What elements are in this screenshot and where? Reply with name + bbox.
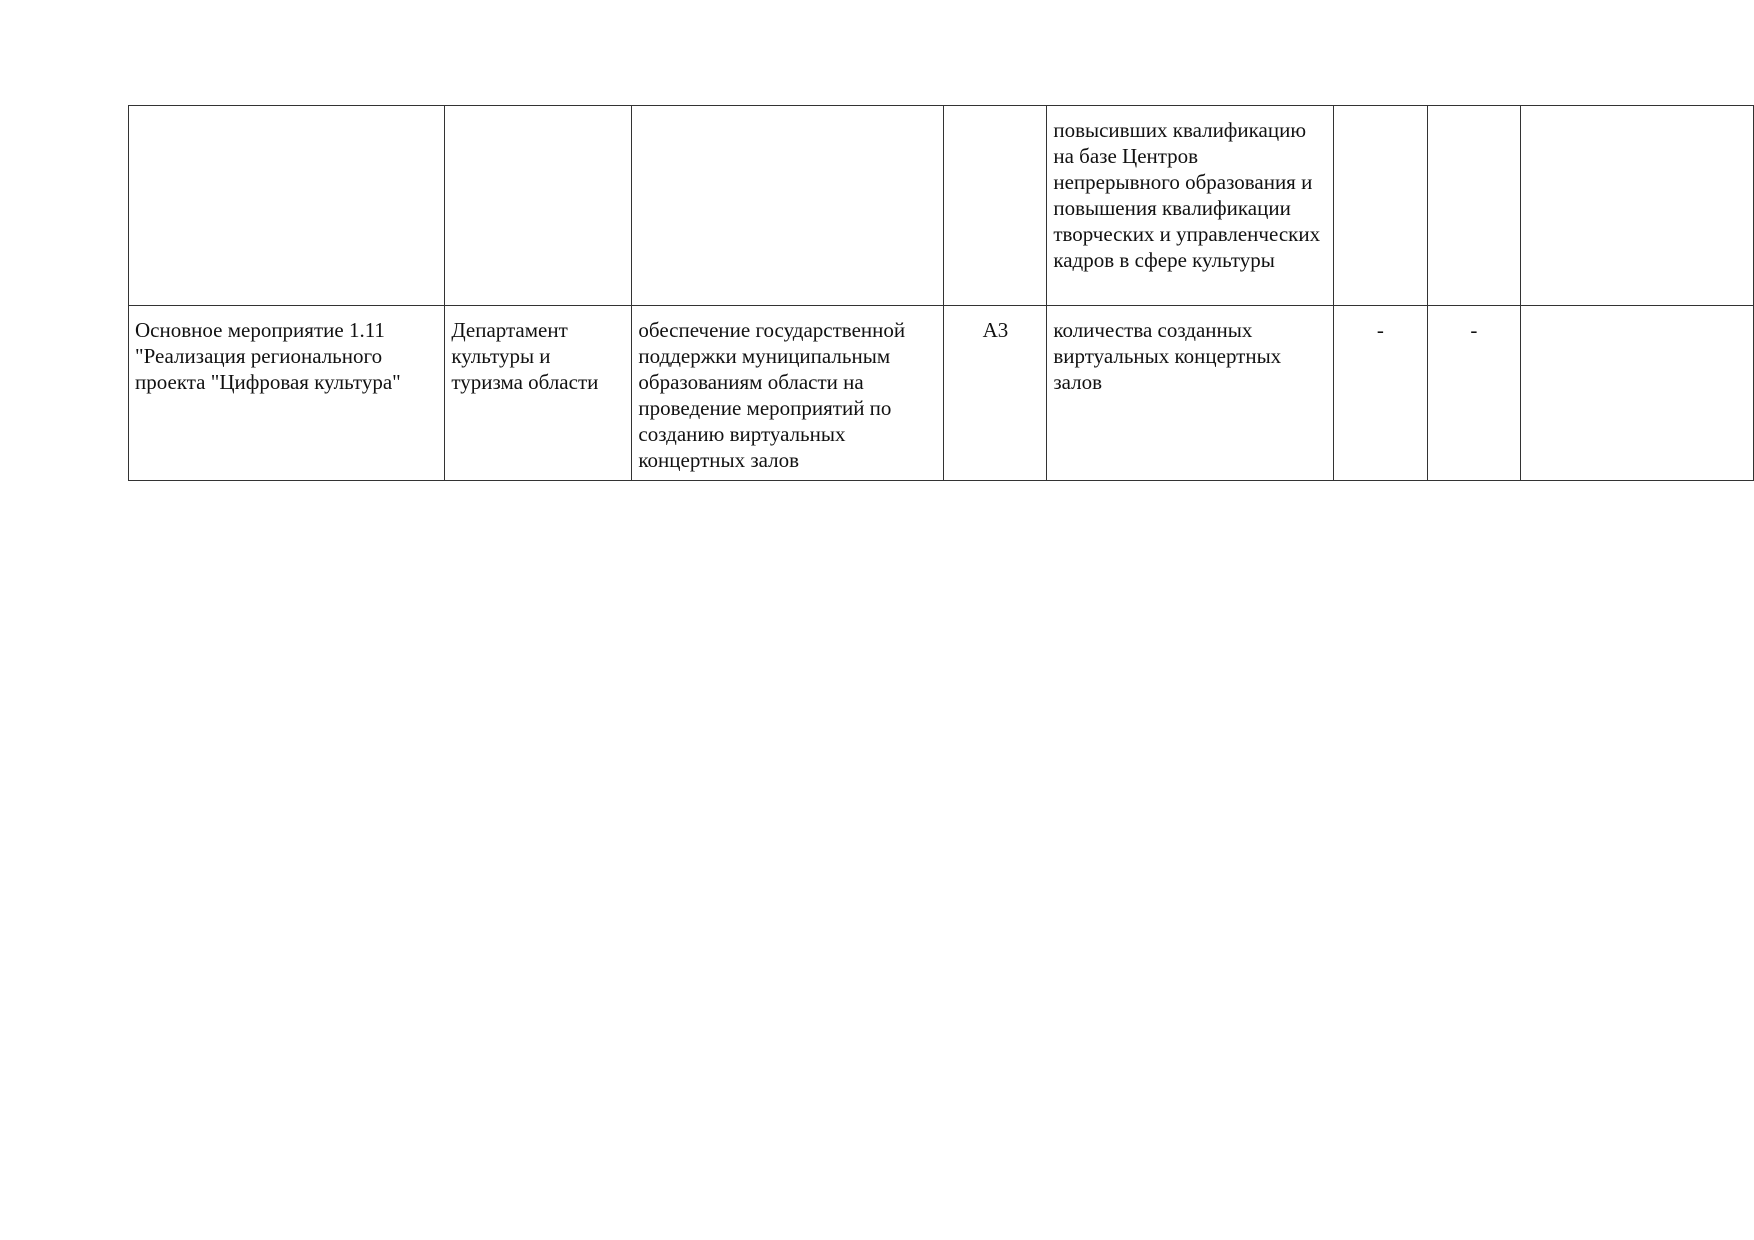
cell-value-1: - bbox=[1334, 306, 1428, 481]
cell-value-2: - bbox=[1427, 306, 1521, 481]
cell-indicator: повысивших квалификацию на базе Центров непрерывного образования и повышения квалификации творческих и управленческих кадров в сфере культуры bbox=[1047, 106, 1334, 306]
cell-value-3 bbox=[1521, 306, 1754, 481]
cell-indicator: количества созданных виртуальных концертных залов bbox=[1047, 306, 1334, 481]
cell-description: обеспечение государственной поддержки муниципальным образованиям области на проведение мероприятий по созданию виртуальных концертных залов bbox=[632, 306, 944, 481]
table-row bbox=[129, 106, 1754, 306]
cell-executor: Департамент культуры и туризма области bbox=[445, 306, 632, 481]
cell-code bbox=[944, 106, 1047, 306]
cell-value-1 bbox=[1334, 106, 1428, 306]
table-row bbox=[129, 306, 1754, 481]
cell-event: Основное мероприятие 1.11 "Реализация регионального проекта "Цифровая культура" bbox=[129, 306, 445, 481]
cell-executor bbox=[445, 106, 632, 306]
document-table bbox=[128, 105, 1754, 481]
cell-value-2 bbox=[1427, 106, 1521, 306]
cell-description bbox=[632, 106, 944, 306]
cell-value-3 bbox=[1521, 106, 1754, 306]
cell-event bbox=[129, 106, 445, 306]
cell-code: А3 bbox=[944, 306, 1047, 481]
